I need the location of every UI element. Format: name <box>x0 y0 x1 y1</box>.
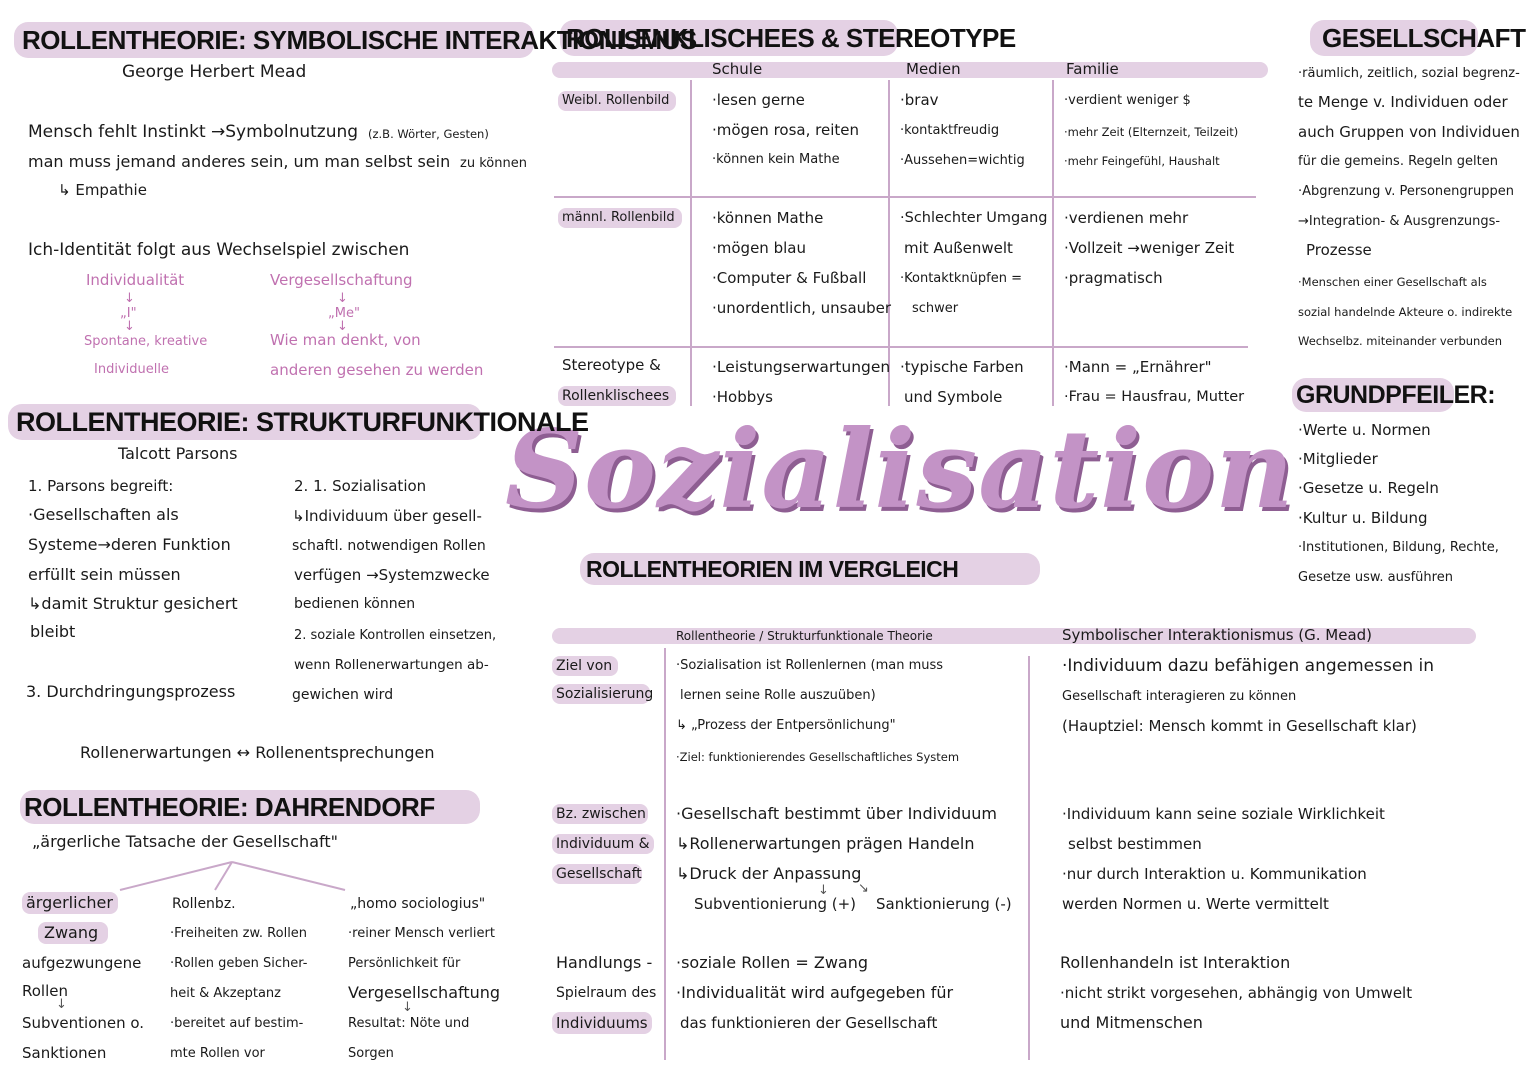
dahrendorf-col2-head: Rollenbz. <box>172 896 236 912</box>
dahrendorf-col2-line: ·Freiheiten zw. Rollen <box>170 926 308 941</box>
dahrendorf-title: ROLLENTHEORIE: DAHRENDORF <box>24 792 435 822</box>
dahrendorf-col3-head: „homo sociologius" <box>350 896 486 912</box>
pillars-line: ·Mitglieder <box>1298 450 1378 468</box>
dahrendorf-col3-line: Sorgen <box>348 1046 394 1061</box>
dahrendorf-col3-line: Vergesellschaftung <box>348 983 501 1002</box>
dahrendorf-col3-line: Persönlichkeit für <box>348 956 461 971</box>
cliches-header-schule: Schule <box>712 60 763 78</box>
structural-left-line: ↳damit Struktur gesichert <box>28 594 238 613</box>
comparison-cell: und Mitmenschen <box>1060 1013 1203 1032</box>
cliches-cell: ·mehr Feingefühl, Haushalt <box>1064 154 1220 168</box>
comparison-row-label: Bz. zwischen <box>556 806 646 822</box>
comparison-cell: ↳ „Prozess der Entpersönlichung" <box>676 718 896 733</box>
comparison-head-right: Symbolischer Interaktionismus (G. Mead) <box>1062 626 1373 644</box>
symbolic-line1-note: (z.B. Wörter, Gesten) <box>368 127 489 141</box>
cliches-cell: ·mehr Zeit (Elternzeit, Teilzeit) <box>1064 125 1239 139</box>
society-line: ·räumlich, zeitlich, sozial begrenz- <box>1298 66 1520 81</box>
symbolic-line1: Mensch fehlt Instinkt →Symbolnutzung <box>28 122 359 142</box>
comparison-cell: Rollenhandeln ist Interaktion <box>1060 953 1291 972</box>
individuality-desc1: Spontane, kreative <box>84 334 208 349</box>
cliches-cell: ·mögen blau <box>712 239 806 257</box>
society-line: ·Abgrenzung v. Personengruppen <box>1298 184 1514 199</box>
comparison-cell: ·Ziel: funktionierendes Gesellschaftliches System <box>676 750 960 764</box>
comparison-row-label: Ziel von <box>556 658 613 674</box>
arrow-down-right-icon: ↘ <box>858 881 869 896</box>
dahrendorf-col1-head1: ärgerlicher <box>26 893 113 912</box>
individuality-sub: „I" <box>120 306 137 321</box>
dahrendorf-col3-line: Resultat: Nöte und <box>348 1016 470 1031</box>
dahrendorf-col2-line: heit & Akzeptanz <box>170 986 281 1001</box>
structural-right-line: gewichen wird <box>292 687 394 703</box>
symbolic-line2: man muss jemand anderes sein, um man selbst sein <box>28 152 451 171</box>
comparison-title: ROLLENTHEORIEN IM VERGLEICH <box>586 556 959 582</box>
symbolic-line2-tail: zu können <box>460 156 527 171</box>
cliches-cell: ·kontaktfreudig <box>900 123 1000 138</box>
comparison-row-label: Individuum & <box>556 836 650 852</box>
comparison-cell: werden Normen u. Werte vermittelt <box>1062 895 1329 913</box>
society-line: te Menge v. Individuen oder <box>1298 93 1508 111</box>
cliches-header-familie: Familie <box>1066 60 1119 78</box>
cliches-cell: ·Aussehen=wichtig <box>900 153 1025 168</box>
cliches-cell: ·Schlechter Umgang <box>900 210 1048 226</box>
cliches-cell: mit Außenwelt <box>904 239 1013 257</box>
comparison-cell: ↳Druck der Anpassung <box>676 864 862 883</box>
dahrendorf-col3-line: ·reiner Mensch verliert <box>348 926 495 941</box>
structural-right-line: wenn Rollenerwartungen ab- <box>294 657 489 673</box>
comparison-cell: ·nicht strikt vorgesehen, abhängig von Umwelt <box>1060 984 1413 1002</box>
comparison-cell: ·nur durch Interaktion u. Kommunikation <box>1062 865 1367 883</box>
cliches-cell: ·mögen rosa, reiten <box>712 121 859 139</box>
pillars-line: Gesetze usw. ausführen <box>1298 570 1453 585</box>
structural-right-line: verfügen →Systemzwecke <box>294 566 490 584</box>
dahrendorf-col1-line: Subventionen o. <box>22 1014 145 1032</box>
dahrendorf-col1-line: Rollen <box>22 982 68 1000</box>
structural-left-line: erfüllt sein müssen <box>28 565 181 584</box>
society-line: auch Gruppen von Individuen <box>1298 123 1520 141</box>
comparison-cell: lernen seine Rolle auszuüben) <box>680 688 876 703</box>
vergesellschaftung-desc2: anderen gesehen zu werden <box>270 361 484 379</box>
structural-left-line: bleibt <box>30 622 76 641</box>
cliches-title: ROLLENKLISCHEES & STEREOTYPE <box>566 23 1016 53</box>
comparison-cell: selbst bestimmen <box>1068 835 1202 853</box>
society-line: Prozesse <box>1306 241 1372 259</box>
symbolic-author: George Herbert Mead <box>122 62 307 82</box>
dahrendorf-col1-line: aufgezwungene <box>22 954 142 972</box>
cliches-row-label-stereotype: Rollenklischees <box>562 388 670 404</box>
society-line: Wechselbz. miteinander verbunden <box>1298 334 1503 348</box>
cliches-cell: ·Leistungserwartungen <box>712 358 891 376</box>
cliches-row-label-stereotype: Stereotype & <box>562 356 661 374</box>
symbolic-line4: Ich-Identität folgt aus Wechselspiel zwischen <box>28 240 410 260</box>
cliches-cell: ·Frau = Hausfrau, Mutter <box>1064 389 1245 405</box>
structural-title: ROLLENTHEORIE: STRUKTURFUNKTIONALE <box>16 407 589 437</box>
society-title: GESELLSCHAFT <box>1322 23 1526 53</box>
structural-bottom: Rollenerwartungen ↔ Rollenentsprechungen <box>80 743 435 762</box>
comparison-cell: ·Individualität wird aufgegeben für <box>676 983 954 1002</box>
comparison-row-label: Handlungs - <box>556 953 653 972</box>
cliches-cell: ·verdient weniger $ <box>1064 93 1191 108</box>
arrow-down-icon: ↓ <box>402 1000 413 1015</box>
comparison-sanktion: Sanktionierung (-) <box>876 895 1012 913</box>
comparison-subvention: Subventionierung (+) <box>694 895 857 913</box>
pillars-line: ·Werte u. Normen <box>1298 421 1431 439</box>
cliches-cell: und Symbole <box>904 388 1003 406</box>
cliches-cell: ·Hobbys <box>712 388 773 406</box>
dahrendorf-col2-line: ·bereitet auf bestim- <box>170 1016 304 1031</box>
society-line: →Integration- & Ausgrenzungs- <box>1298 214 1501 229</box>
cliches-cell: ·Mann = „Ernährer" <box>1064 358 1212 376</box>
individuality-desc2: Individuelle <box>94 362 169 377</box>
society-line: für die gemeins. Regeln gelten <box>1298 154 1498 169</box>
cliches-row-label-female: Weibl. Rollenbild <box>562 93 670 108</box>
arrow-down-icon: ↓ <box>56 997 67 1012</box>
structural-left-line: 1. Parsons begreift: <box>28 477 174 495</box>
dahrendorf-col1-line: Sanktionen <box>22 1044 107 1062</box>
comparison-row-label: Gesellschaft <box>556 866 642 882</box>
dahrendorf-col1-head2: Zwang <box>44 923 99 942</box>
comparison-cell: ↳Rollenerwartungen prägen Handeln <box>676 834 975 853</box>
symbolic-line3: ↳ Empathie <box>58 181 147 199</box>
comparison-cell: ·Gesellschaft bestimmt über Individuum <box>676 804 997 823</box>
comparison-row-label: Individuums <box>556 1014 648 1032</box>
comparison-cell: ·Sozialisation ist Rollenlernen (man muss <box>676 658 944 673</box>
structural-author: Talcott Parsons <box>118 444 238 463</box>
arrow-down-icon: ↓ <box>337 291 348 306</box>
cliches-cell: ·Kontaktknüpfen = <box>900 271 1022 286</box>
arrow-down-icon: ↓ <box>818 883 829 898</box>
structural-right-line: 2. 1. Sozialisation <box>294 477 427 495</box>
pillars-title: GRUNDPFEILER: <box>1296 381 1496 409</box>
comparison-cell: ·soziale Rollen = Zwang <box>676 953 869 972</box>
page-title: Sozialisation <box>505 407 1295 533</box>
comparison-head-left: Rollentheorie / Strukturfunktionale Theorie <box>676 629 933 643</box>
dahrendorf-col2-line: ·Rollen geben Sicher- <box>170 956 308 971</box>
arrow-down-icon: ↓ <box>124 319 135 334</box>
pillars-line: ·Gesetze u. Regeln <box>1298 479 1439 497</box>
cliches-cell: ·Computer & Fußball <box>712 269 867 287</box>
pillars-line: ·Kultur u. Bildung <box>1298 509 1428 527</box>
arrow-down-icon: ↓ <box>337 319 348 334</box>
cliches-cell: ·typische Farben <box>900 358 1024 376</box>
cliches-cell: ·lesen gerne <box>712 91 805 109</box>
cliches-cell: schwer <box>912 301 959 316</box>
comparison-cell: ·Individuum kann seine soziale Wirklichkeit <box>1062 805 1385 823</box>
cliches-cell: ·unordentlich, unsauber <box>712 299 892 317</box>
cliches-header-medien: Medien <box>906 60 961 78</box>
dahrendorf-branch-lines <box>0 0 520 1080</box>
structural-right-line: bedienen können <box>294 596 416 612</box>
cliches-cell: ·können Mathe <box>712 209 824 227</box>
cliches-cell: ·verdienen mehr <box>1064 209 1189 227</box>
comparison-cell: das funktionieren der Gesellschaft <box>680 1014 938 1032</box>
structural-point3: 3. Durchdringungsprozess <box>26 682 236 701</box>
comparison-cell: ·Individuum dazu befähigen angemessen in <box>1062 656 1434 676</box>
vergesellschaftung-desc1: Wie man denkt, von <box>270 331 421 349</box>
society-line: sozial handelnde Akteure o. indirekte <box>1298 305 1513 319</box>
dahrendorf-col2-line: mte Rollen vor <box>170 1046 265 1061</box>
society-line: ·Menschen einer Gesellschaft als <box>1298 275 1487 289</box>
symbolic-title: ROLLENTHEORIE: SYMBOLISCHE INTERAKTIONISMUS <box>22 25 697 55</box>
cliches-row-label-male: männl. Rollenbild <box>562 210 675 225</box>
arrow-down-icon: ↓ <box>124 291 135 306</box>
structural-right-line: ↳Individuum über gesell- <box>292 507 482 525</box>
structural-left-line: ·Gesellschaften als <box>28 505 179 524</box>
pillars-line: ·Institutionen, Bildung, Rechte, <box>1298 540 1499 555</box>
comparison-row-label: Spielraum des <box>556 985 657 1001</box>
comparison-cell: Gesellschaft interagieren zu können <box>1062 689 1297 704</box>
structural-right-line: 2. soziale Kontrollen einsetzen, <box>294 628 497 643</box>
dahrendorf-quote: „ärgerliche Tatsache der Gesellschaft" <box>32 832 338 851</box>
structural-left-line: Systeme→deren Funktion <box>28 535 231 554</box>
individuality-term: Individualität <box>86 271 185 289</box>
vergesellschaftung-sub: „Me" <box>328 306 360 321</box>
cliches-cell: ·pragmatisch <box>1064 269 1163 287</box>
vergesellschaftung-term: Vergesellschaftung <box>270 271 413 289</box>
cliches-cell: ·brav <box>900 91 939 109</box>
cliches-cell: ·können kein Mathe <box>712 152 840 167</box>
cliches-cell: ·Vollzeit →weniger Zeit <box>1064 239 1235 257</box>
comparison-cell: (Hauptziel: Mensch kommt in Gesellschaft klar) <box>1062 717 1417 735</box>
structural-right-line: schaftl. notwendigen Rollen <box>292 538 486 554</box>
comparison-row-label: Sozialisierung <box>556 686 654 702</box>
